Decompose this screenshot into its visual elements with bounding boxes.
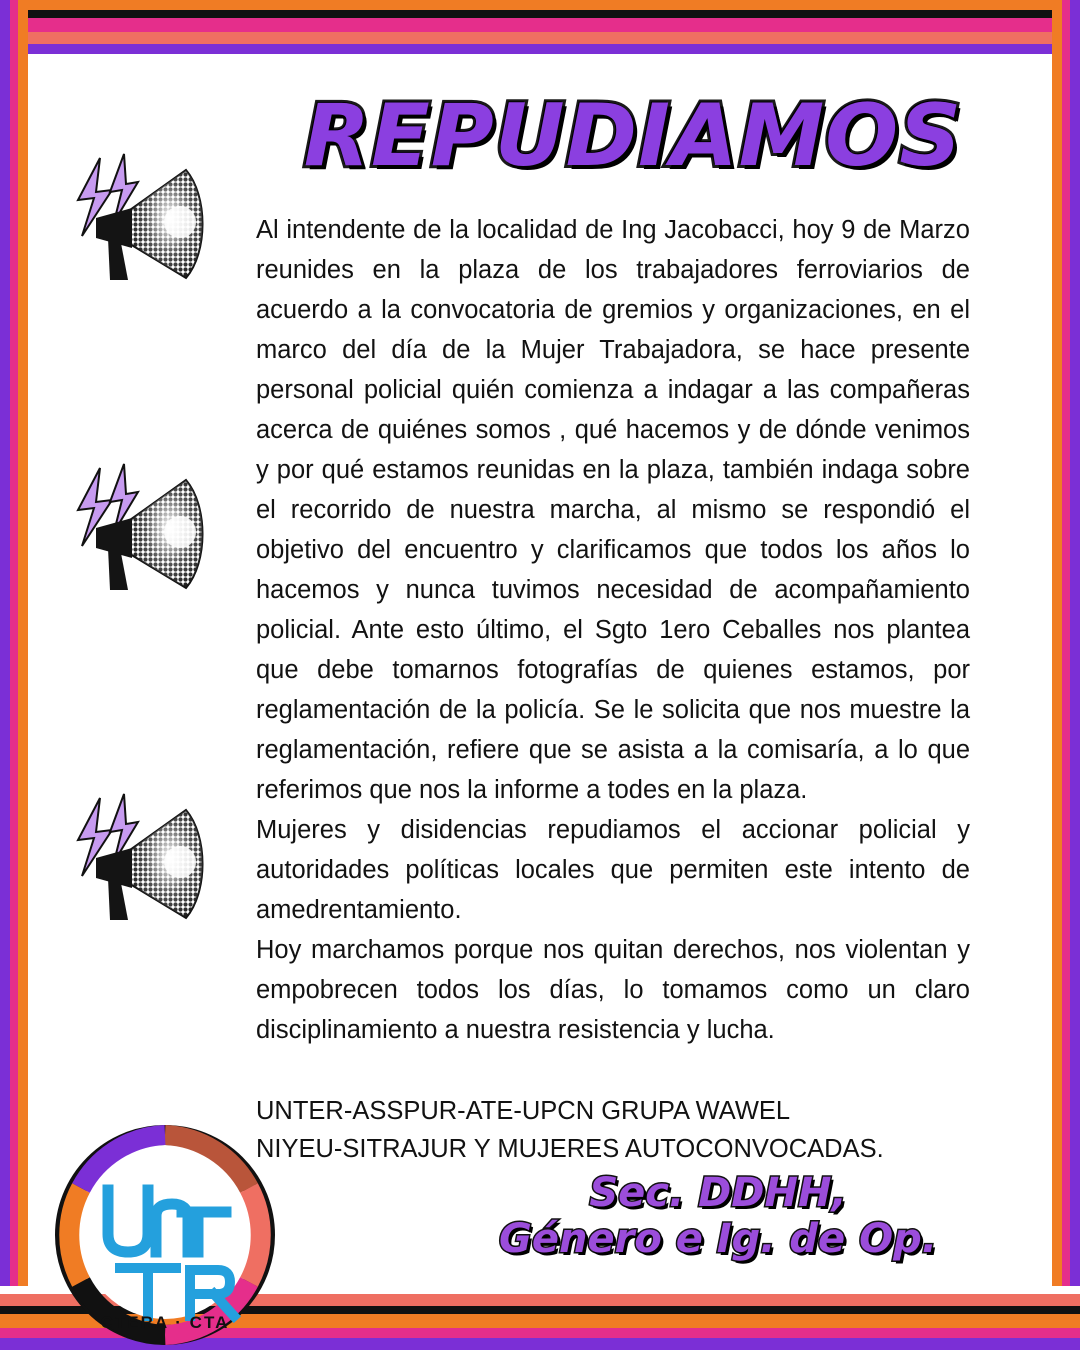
right-stripe-border [1052, 0, 1080, 1350]
stripe [0, 0, 1080, 10]
stripe [0, 10, 1080, 18]
unter-logo [50, 1120, 280, 1350]
left-stripe-border [0, 0, 28, 1350]
stripe [0, 32, 1080, 44]
megaphone-icon [58, 462, 218, 612]
body-paragraph: Hoy marchamos porque nos quitan derechos, nos violentan y empobrecen todos los días, lo tomamos como un claro disciplinamiento a nuestra resistencia y lucha. [256, 936, 970, 1044]
poster-body [256, 210, 970, 1050]
stripe [0, 0, 10, 1350]
top-stripe-border [0, 0, 1080, 62]
stripe [0, 44, 1080, 54]
stripe [1062, 0, 1070, 1350]
signatory-organizations [256, 1092, 970, 1168]
stripe [18, 0, 28, 1350]
body-paragraph: Al intendente de la localidad de Ing Jacobacci, hoy 9 de Marzo reunides en la plaza de los trabajadores ferroviarios de acuerdo a la convocatoria de gremios y organizaciones, en el marco del día de la Mujer Trabajadora, se hace presente personal policial quién comienza a indagar a las compañeras acerca de quiénes somos , qué hacemos y de dónde venimos y por qué estamos reunidas en la plaza, también indaga sobre el recorrido de nuestra marcha, al mismo se respondió el objetivo del encuentro y clarificamos que todos los años lo hacemos y nunca tuvimos necesidad de acompañamiento policial. Ante esto último, el Sgto 1ero Ceballes nos plantea que debe tomarnos fotografías de quienes estamos, por reglamentación de la policía. Se le solicita que nos muestre la reglamentación, refiere que se asista a la comisaría, a lo que referimos que nos la informe a todes en la plaza. [256, 216, 970, 804]
secretariat-credit [418, 1170, 1018, 1262]
signatory-line: UNTER-ASSPUR-ATE-UPCN GRUPA WAWEL [256, 1097, 791, 1125]
poster-sheet [28, 62, 1052, 1332]
svg-text:CTERA · CTA: CTERA · CTA [100, 1313, 230, 1332]
stripe [0, 18, 1080, 32]
stripe [1070, 0, 1080, 1350]
signatory-line: NIYEU-SITRAJUR Y MUJERES AUTOCONVOCADAS. [256, 1135, 884, 1163]
page-title: REPUDIAMOS [303, 86, 963, 186]
megaphone-icon [58, 792, 218, 942]
megaphone-icon [58, 152, 218, 302]
body-paragraph: Mujeres y disidencias repudiamos el accionar policial y autoridades políticas locales que permiten este intento de amedrentamiento. [256, 816, 970, 924]
stripe [10, 0, 18, 1350]
secretariat-credit-line: Sec. DDHH, [589, 1170, 847, 1216]
secretariat-credit-line: Género e Ig. de Op. [499, 1216, 937, 1262]
stripe [0, 54, 1080, 62]
stripe [1052, 0, 1062, 1350]
